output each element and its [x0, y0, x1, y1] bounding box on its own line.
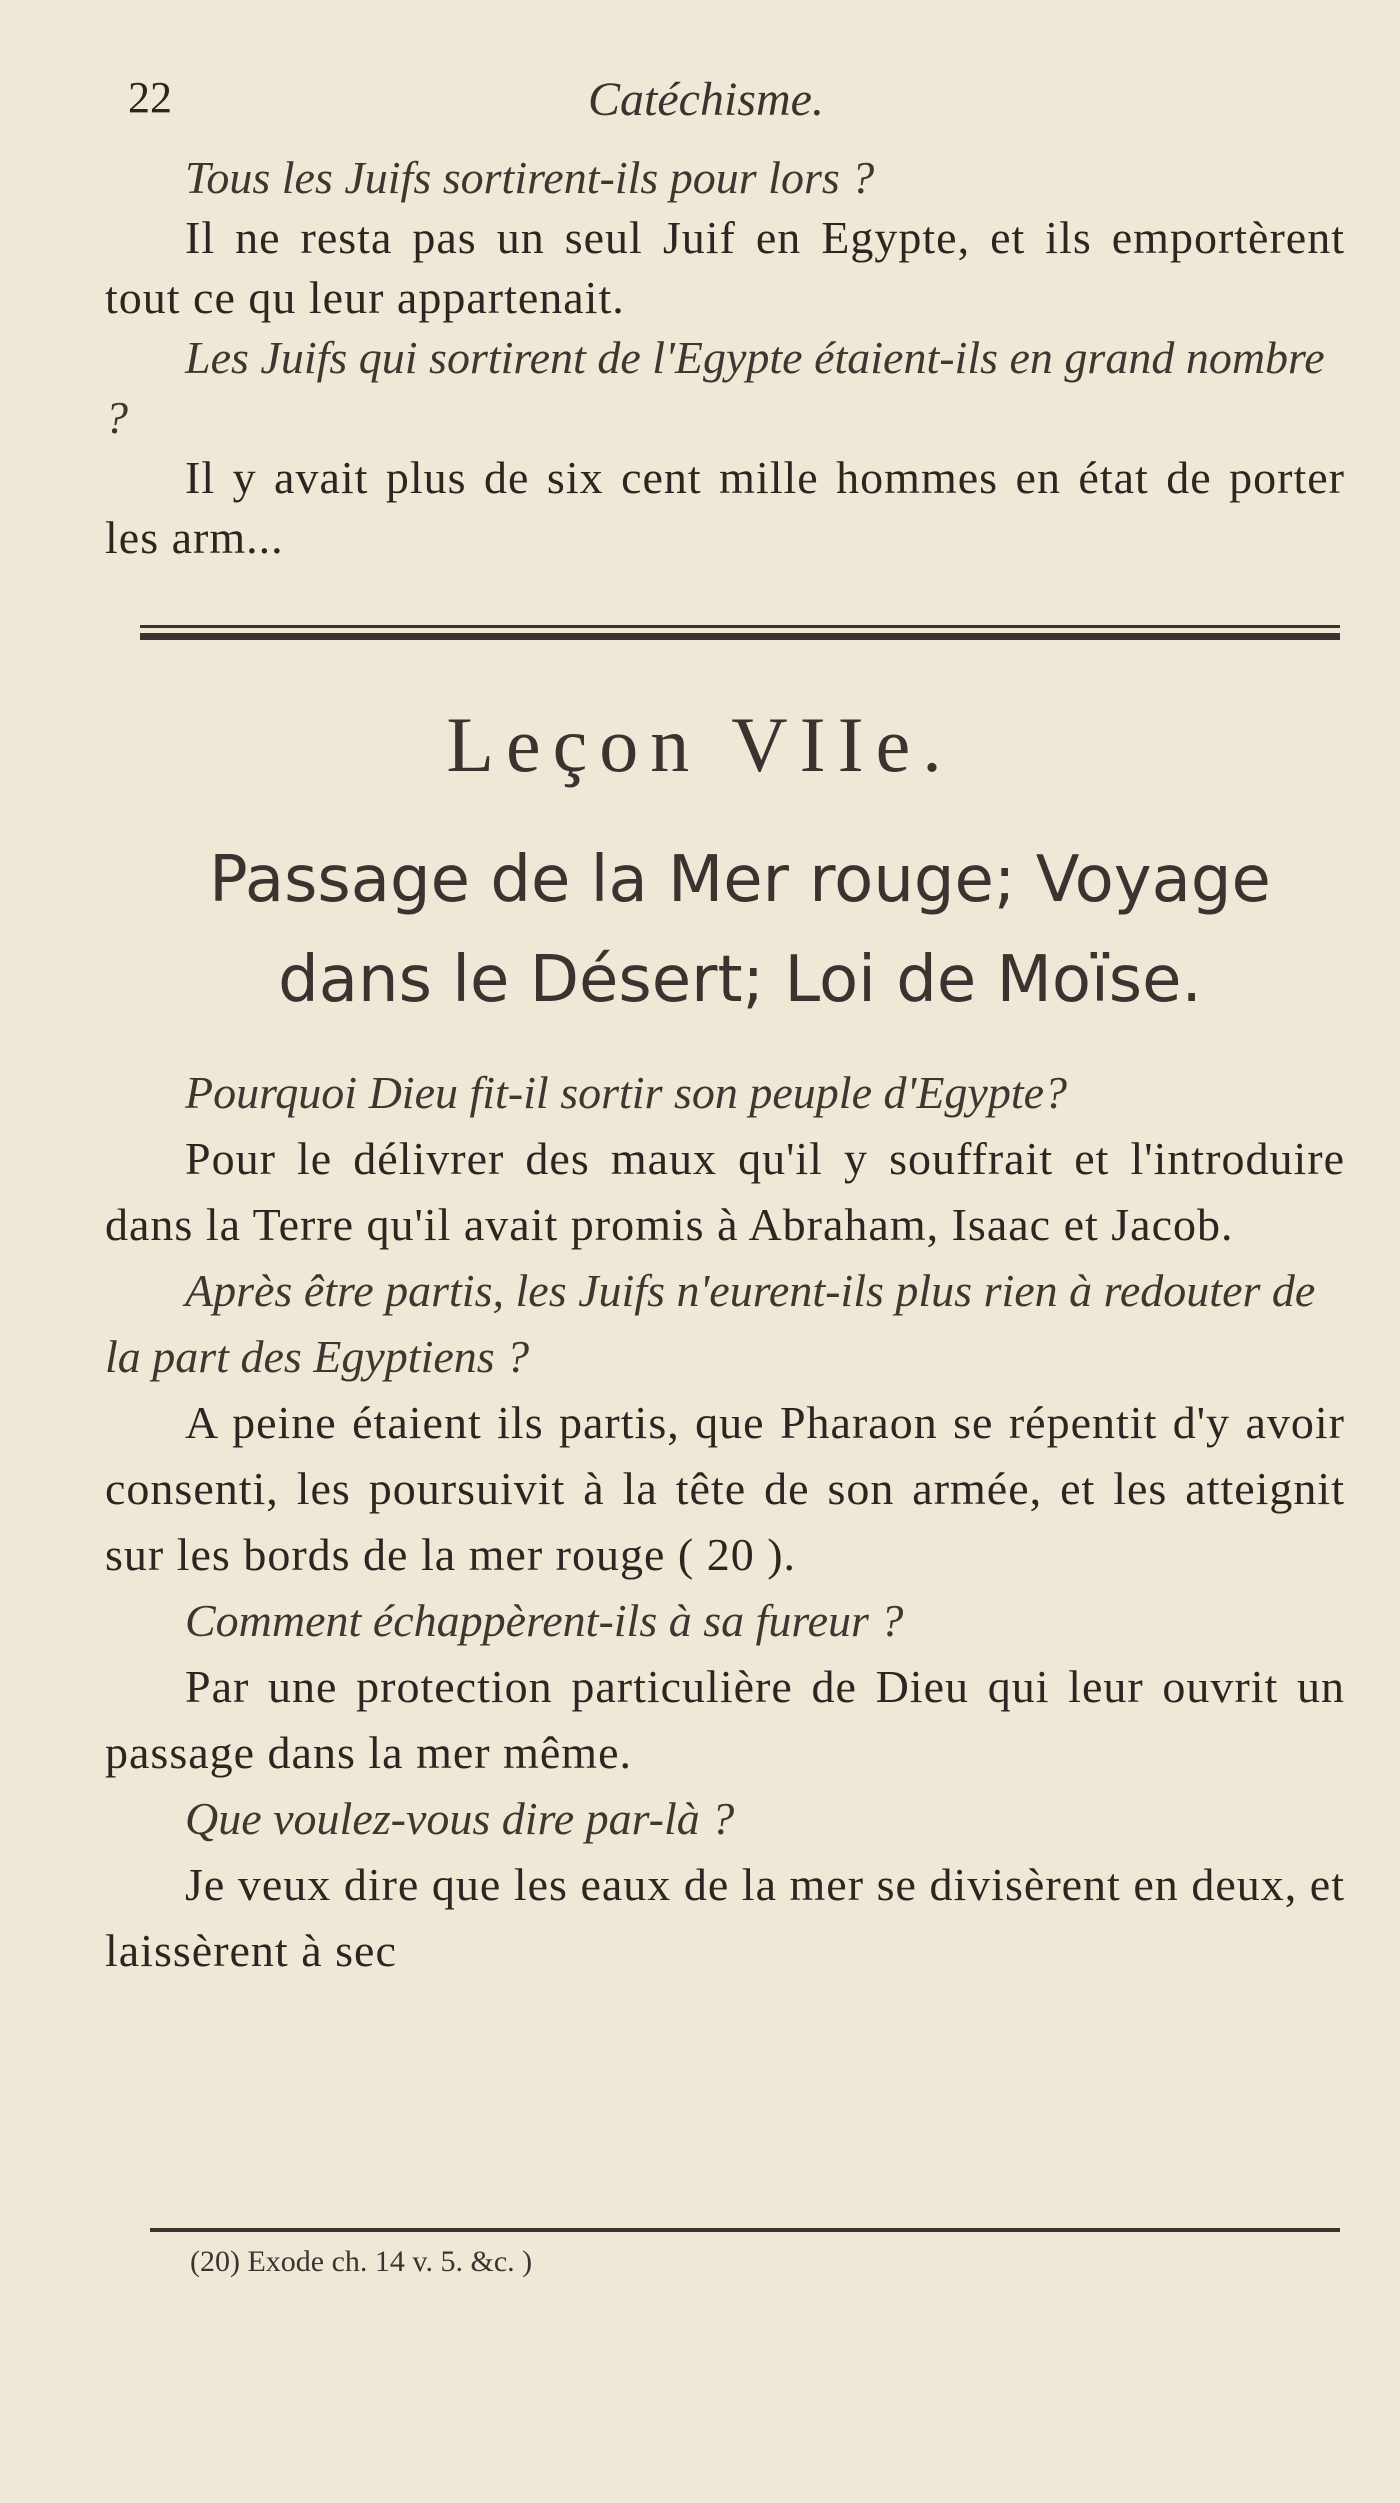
answer-text: A peine étaient ils partis, que Pharaon se répentit d'y avoir consenti, les poursuivit à la tête de son armée, et les atteignit sur les bords de la mer rouge ( 20 ). [105, 1397, 1345, 1580]
section-divider [140, 625, 1340, 641]
answer-text: Il ne resta pas un seul Juif en Egypte, et ils emportèrent tout ce qu leur appartenait. [105, 212, 1345, 323]
lesson-subtitle: Passage de la Mer rouge; Voyage dans le Désert; Loi de Moïse. [209, 843, 1271, 1017]
main-section [105, 1060, 1345, 1984]
top-section [105, 148, 1345, 568]
lesson-title: Leçon VIIe. [446, 701, 954, 788]
answer-text: Il y avait plus de six cent mille hommes en état de porter les arm... [105, 452, 1345, 563]
page-header [128, 72, 1328, 142]
page-number: 22 [128, 73, 172, 122]
question-text: Que voulez-vous dire par-là ? [185, 1793, 735, 1844]
question-text: Tous les Juifs sortirent-ils pour lors ? [185, 152, 875, 203]
answer-text: Je veux dire que les eaux de la mer se divisèrent en deux, et laissèrent à sec [105, 1859, 1345, 1976]
question-text: Après être partis, les Juifs n'eurent-ils plus rien à redouter de la part des Egyptiens ? [105, 1265, 1316, 1382]
answer-text: Pour le délivrer des maux qu'il y souffrait et l'introduire dans la Terre qu'il avait promis à Abraham, Isaac et Jacob. [105, 1133, 1345, 1250]
question-text: Les Juifs qui sortirent de l'Egypte étaient-ils en grand nombre ? [105, 332, 1325, 443]
question-text: Comment échappèrent-ils à sa fureur ? [185, 1595, 904, 1646]
footnote: (20) Exode ch. 14 v. 5. &c. ) [190, 2245, 533, 2278]
answer-text: Par une protection particulière de Dieu qui leur ouvrit un passage dans la mer même. [105, 1661, 1345, 1778]
question-text: Pourquoi Dieu fit-il sortir son peuple d'Egypte? [185, 1067, 1068, 1118]
footnote-divider [150, 2228, 1340, 2232]
running-title: Catéchisme. [588, 73, 824, 126]
